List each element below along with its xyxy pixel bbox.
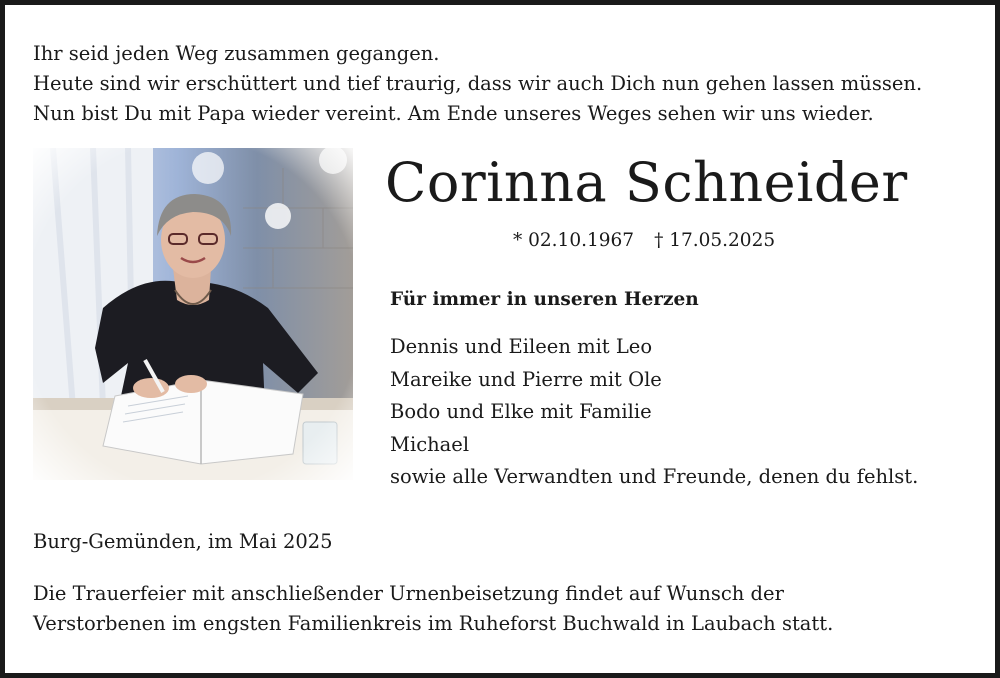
intro-line: Ihr seid jeden Weg zusammen gegangen.	[33, 42, 440, 65]
mourners-list	[390, 331, 918, 494]
birth-date: * 02.10.1967	[513, 230, 635, 251]
death-date: † 17.05.2025	[654, 230, 776, 251]
deceased-name: Corinna Schneider	[385, 151, 908, 214]
motto: Für immer in unseren Herzen	[390, 289, 699, 310]
intro-text	[33, 39, 922, 129]
mourner-line: Bodo und Elke mit Familie	[390, 400, 652, 423]
portrait-photo	[33, 148, 353, 480]
life-dates	[513, 228, 775, 254]
intro-line: Heute sind wir erschüttert und tief traurig, dass wir auch Dich nun gehen lassen müssen.	[33, 72, 923, 95]
place-and-date: Burg-Gemünden, im Mai 2025	[33, 530, 333, 553]
funeral-notice	[33, 579, 833, 639]
mourner-line: Dennis und Eileen mit Leo	[390, 335, 653, 358]
mourner-line: Michael	[390, 432, 470, 456]
mourner-line: sowie alle Verwandten und Freunde, denen du fehlst.	[390, 465, 919, 488]
intro-line: Nun bist Du mit Papa wieder vereint. Am Ende unseres Weges sehen wir uns wieder.	[33, 102, 874, 125]
notice-line: Die Trauerfeier mit anschließender Urnenbeisetzung findet auf Wunsch der	[33, 582, 784, 605]
notice-line: Verstorbenen im engsten Familienkreis im Ruheforst Buchwald in Laubach statt.	[33, 612, 834, 635]
mourner-line: Mareike und Pierre mit Ole	[390, 367, 662, 391]
